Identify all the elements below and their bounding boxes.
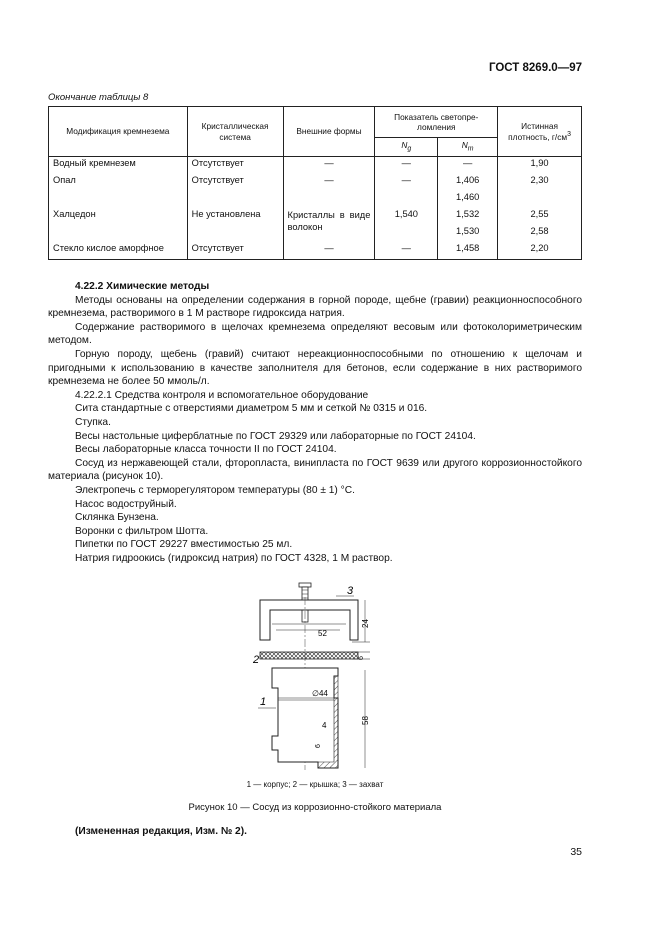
dim-52: 52 bbox=[318, 629, 327, 638]
table-caption: Окончание таблицы 8 bbox=[48, 92, 149, 103]
header-nm: $N_m$ bbox=[438, 138, 498, 157]
paragraph: Сита стандартные с отверстиями диаметром 5 мм и сеткой № 0315 и 016. bbox=[75, 403, 428, 415]
paragraph: Насос водоструйный. bbox=[75, 498, 177, 510]
table-row: 1,530 2,58 bbox=[49, 225, 582, 242]
revision-note: (Измененная редакция, Изм. № 2). bbox=[75, 826, 247, 837]
label-2: 2 bbox=[253, 654, 260, 666]
header-external-forms: Внешние формы bbox=[283, 107, 375, 157]
dim-24: 24 bbox=[361, 619, 370, 628]
figure-caption: Рисунок 10 — Сосуд из коррозионно-стойкого материала bbox=[188, 802, 442, 813]
paragraph: 4.22.2.1 Средства контроля и вспомогательное оборудование bbox=[75, 389, 369, 401]
header-refraction: Показатель светопре-ломления bbox=[375, 107, 498, 138]
paragraph: Воронки с фильтром Шотта. bbox=[75, 525, 209, 537]
density-sup: 3 bbox=[567, 131, 571, 139]
paragraph: Содержание растворимого в щелочах кремнезема определяют весовым или фотоколориметрическим методом. bbox=[48, 321, 582, 347]
header-crystal-system: Кристаллическая система bbox=[187, 107, 283, 157]
screw-head bbox=[299, 583, 311, 587]
header-ng: $N_g$ bbox=[375, 138, 438, 157]
paragraph: Методы основаны на определении содержания в горной породе, щебне (гравии) реакционноспособного кремнезема, растворимого в 1 М растворе гидроксида натрия. bbox=[48, 294, 582, 320]
dim-58: 58 bbox=[361, 716, 370, 725]
dim-6-bottom: 6 bbox=[315, 744, 322, 748]
lid bbox=[260, 652, 358, 659]
table-row: Опал Отсутствует — — 1,406 2,30 bbox=[49, 174, 582, 191]
paragraph: Ступка. bbox=[75, 416, 111, 428]
table-row: Водный кремнезем Отсутствует — — — 1,90 bbox=[49, 157, 582, 175]
dim-4: 4 bbox=[322, 721, 327, 730]
paragraph: Весы настольные циферблатные по ГОСТ 29329 или лабораторные по ГОСТ 24104. bbox=[75, 430, 476, 442]
paragraph: Электропечь с терморегулятором температуры (80 ± 1) °С. bbox=[75, 484, 355, 496]
label-3: 3 bbox=[347, 585, 354, 597]
paragraph: Пипетки по ГОСТ 29227 вместимостью 25 мл. bbox=[75, 539, 293, 551]
silica-table bbox=[48, 106, 582, 260]
header-density bbox=[498, 107, 582, 157]
header-modification: Модификация кремнезема bbox=[49, 107, 188, 157]
table-row: Стекло кислое аморфное Отсутствует — — 1,458 2,20 bbox=[49, 242, 582, 260]
paragraph: Сосуд из нержавеющей стали, фторопласта, винипласта по ГОСТ 9639 или другого коррозионностойкого материала (рисунок 10). bbox=[48, 457, 582, 483]
paragraph: Горную породу, щебень (гравий) считают нереакционноспособными по отношению к щелочам и пригодными к использованию в качестве заполнителя для бетонов, если содержание в них растворимого кремнезема не более 50 ммоль/л. bbox=[48, 348, 582, 388]
paragraph: Весы лабораторные класса точности II по ГОСТ 24104. bbox=[75, 444, 337, 456]
figure-legend: 1 — корпус; 2 — крышка; 3 — захват bbox=[246, 780, 384, 789]
document-id: ГОСТ 8269.0—97 bbox=[488, 62, 582, 74]
density-label: Истинная плотность, г/см bbox=[508, 120, 568, 143]
table-row: 1,460 bbox=[49, 191, 582, 208]
body-text bbox=[48, 280, 582, 565]
vessel-body bbox=[272, 668, 338, 768]
vessel-drawing bbox=[240, 580, 400, 775]
paragraph: Натрия гидроокись (гидроксид натрия) по ГОСТ 4328, 1 М раствор. bbox=[75, 552, 393, 564]
section-heading: 4.22.2 Химические методы bbox=[75, 281, 210, 292]
page-number: 35 bbox=[570, 846, 582, 858]
dim-6-top: 6 bbox=[358, 656, 365, 660]
table-row: Халцедон Не установлена Кристаллы в виде волокон 1,540 1,532 2,55 bbox=[49, 208, 582, 225]
label-1: 1 bbox=[260, 696, 267, 708]
clamp-frame bbox=[260, 600, 358, 640]
dim-44: ∅44 bbox=[312, 689, 328, 698]
paragraph: Склянка Бунзена. bbox=[75, 512, 159, 524]
